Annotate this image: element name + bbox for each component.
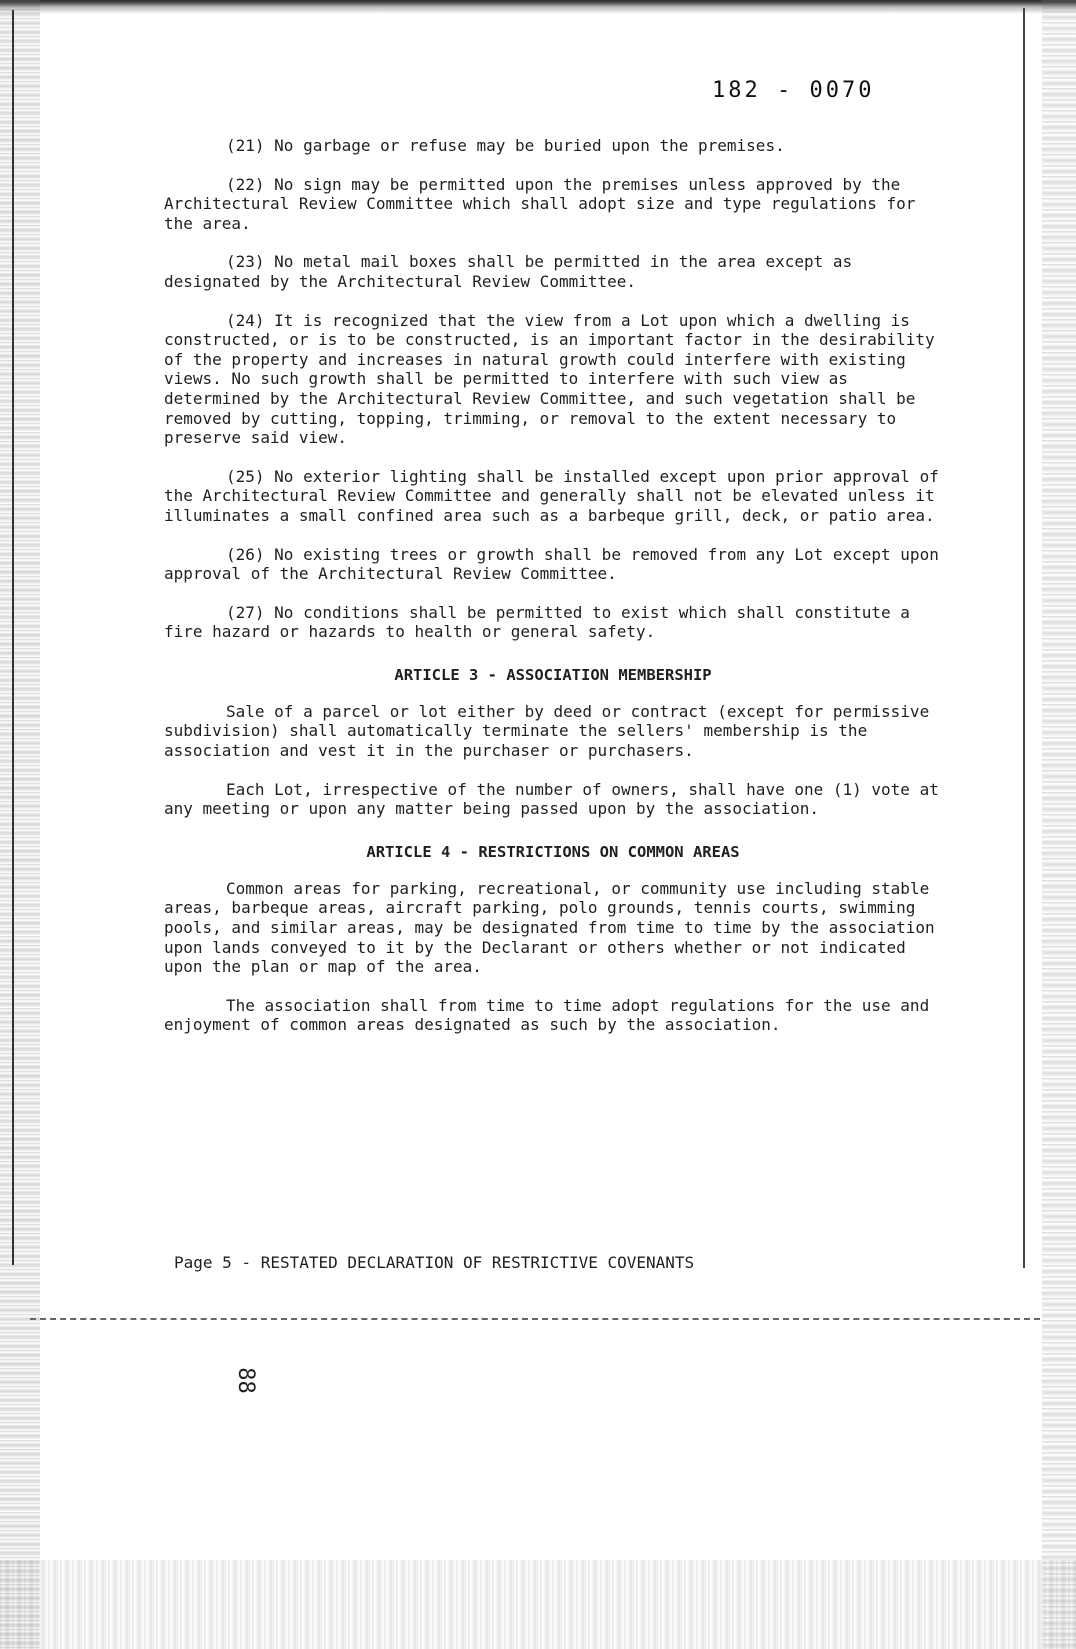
page-footer: Page 5 - RESTATED DECLARATION OF RESTRICTIVE COVENANTS	[174, 1253, 695, 1272]
article-3-paragraph-1: Sale of a parcel or lot either by deed or contract (except for permissive subdivision) shall automatically terminate the sellers' membership is the association and vest it in the purchaser or purchasers.	[164, 701, 930, 761]
scan-top-border	[0, 0, 1076, 14]
scan-right-edge	[1042, 0, 1076, 1649]
article-3-heading: ARTICLE 3 - ASSOCIATION MEMBERSHIP	[394, 665, 712, 684]
left-margin-rule	[12, 10, 14, 1265]
paragraph-25: (25) No exterior lighting shall be installed except upon prior approval of the Architectural Review Committee and generally shall not be elevated unless it illuminates a small confined area such as a barbeque grill, deck, or patio area.	[164, 466, 939, 525]
article-4-paragraph-2: The association shall from time to time adopt regulations for the use and enjoyment of common areas designated as such by the association.	[164, 995, 930, 1035]
article-3-paragraph-2: Each Lot, irrespective of the number of owners, shall have one (1) vote at any meeting or upon any matter being passed upon by the association.	[164, 779, 939, 819]
paragraph-22: (22) No sign may be permitted upon the premises unless approved by the Architectural Review Committee which shall adopt size and type regulations for the area.	[164, 174, 916, 233]
handwritten-margin-mark: 88	[232, 1367, 258, 1394]
page-number: 182 - 0070	[712, 78, 875, 103]
page-bottom-rule	[30, 1318, 1040, 1321]
right-margin-rule	[1023, 8, 1025, 1268]
document-body	[164, 136, 942, 1054]
paragraph-27: (27) No conditions shall be permitted to exist which shall constitute a fire hazard or hazards to health or general safety.	[164, 602, 910, 642]
paragraph-21: (21) No garbage or refuse may be buried upon the premises.	[226, 136, 785, 155]
scan-left-edge	[0, 0, 40, 1649]
paragraph-24: (24) It is recognized that the view from a Lot upon which a dwelling is constructed, or is to be constructed, is an important factor in the desirability of the property and increases in natural growth could interfere with existing views. No such growth shall be permitted to interfere with such view as determined by the Architectural Review Committee, and such vegetation shall be removed by cutting, topping, trimming, or removal to the extent necessary to preserve said view.	[164, 310, 935, 448]
scan-bottom-noise	[0, 1560, 1076, 1649]
paragraph-23: (23) No metal mail boxes shall be permitted in the area except as designated by the Architectural Review Committee.	[164, 252, 853, 291]
paragraph-26: (26) No existing trees or growth shall be removed from any Lot except upon approval of the Architectural Review Committee.	[164, 544, 939, 584]
article-4-paragraph-1: Common areas for parking, recreational, or community use including stable areas, barbeque areas, aircraft parking, polo grounds, tennis courts, swimming pools, and similar areas, may be designated from time to time by the association upon lands conveyed to it by the Declarant or others whether or not indicated upon the plan or map of the area.	[164, 878, 935, 977]
article-4-heading: ARTICLE 4 - RESTRICTIONS ON COMMON AREAS	[366, 842, 740, 861]
